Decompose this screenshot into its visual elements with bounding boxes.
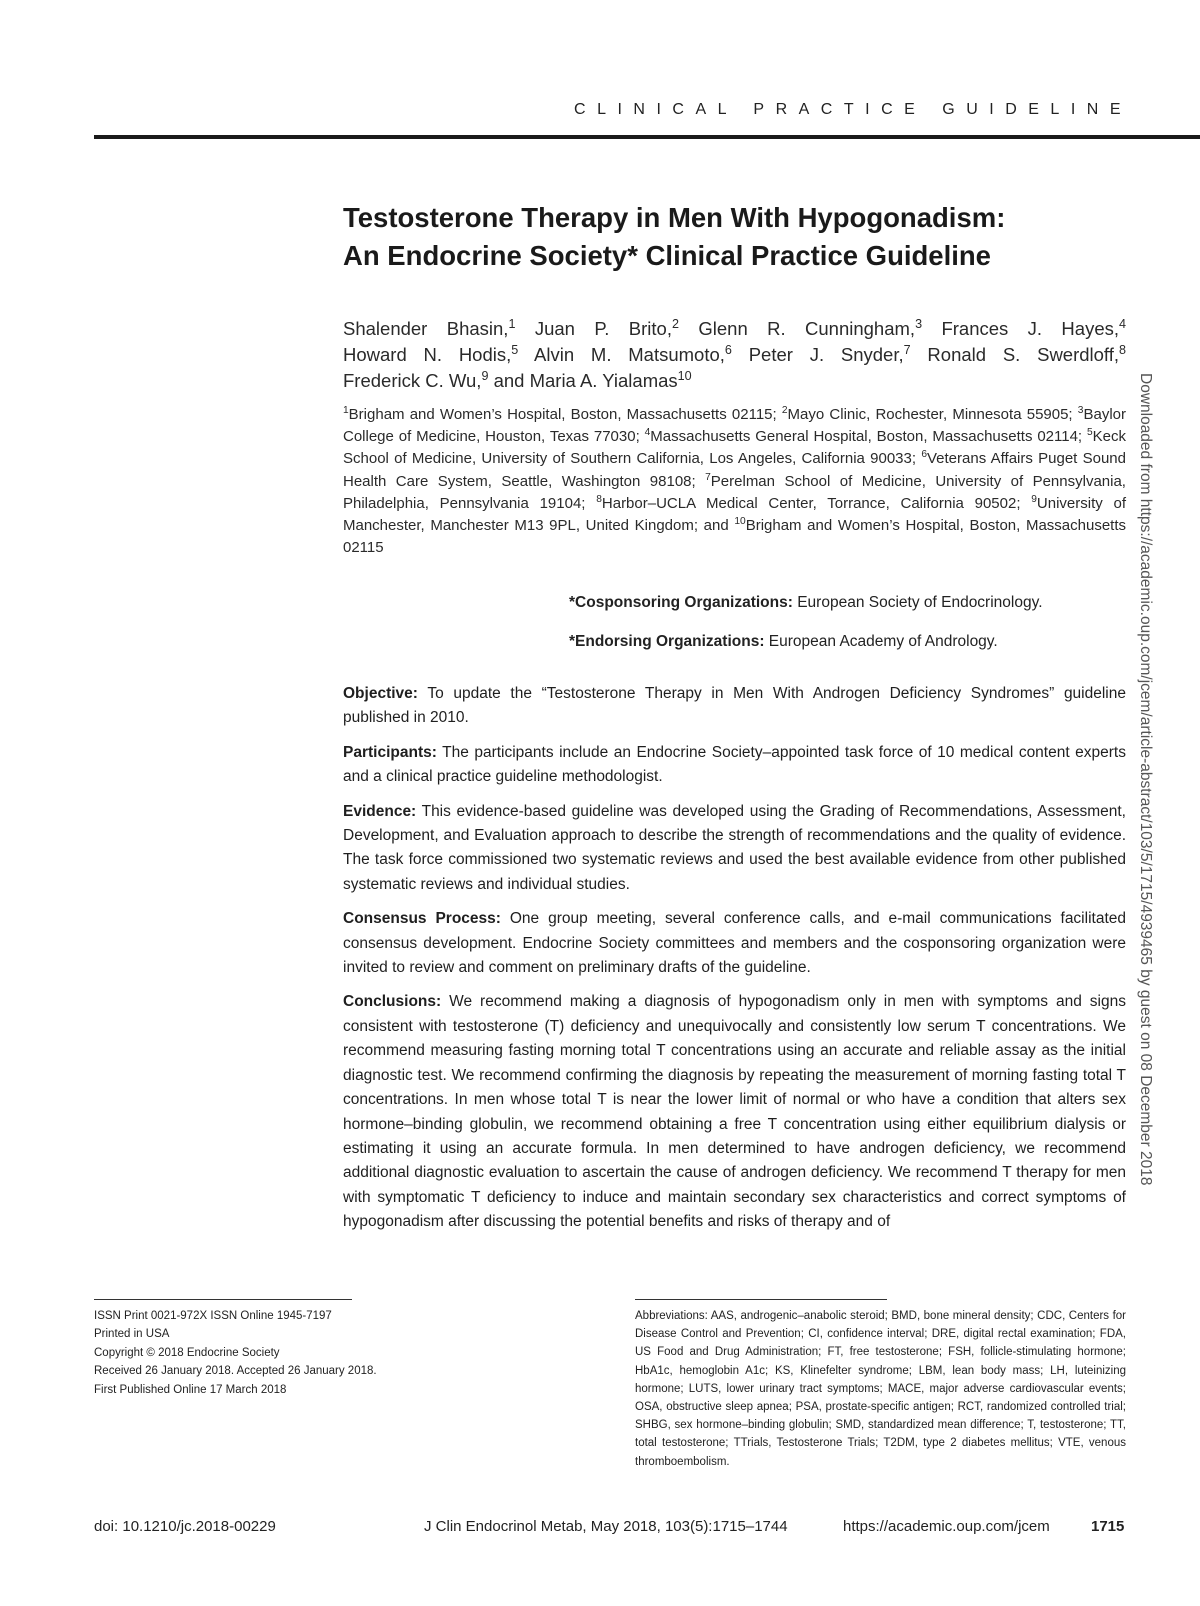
affiliations: $^1$Brigham and Women’s Hospital, Boston, Massachusetts 02115; $^2$Mayo Clinic, Rochester, Minnesota 55905; $^3$Baylor College of Medicine, Houston, Texas 77030; $^4$Massachusetts General Hospital, Boston, Massachusetts 02114; $^5$Keck School of Medicine, University of Southern California, Los Angeles, California 90033; $^6$Veterans Affairs Puget Sound Health Care System, Seattle, Washington 98108; $^7$Perelman School of Medicine, University of Pennsylvania, Philadelphia, Pennsylvania 19104; $^8$Harbor–UCLA Medical Center, Torrance, California 90502; $^9$University of Manchester, Manchester M13 9PL, United Kingdom; and $^{10}$Brigham and Women’s Hospital, Boston, Massachusetts 02115 (343, 405, 1126, 557)
journal-citation: J Clin Endocrinol Metab, May 2018, 103(5):1715–1744 (424, 1518, 788, 1535)
author: Frances J. Hayes,$^4$ (941, 316, 1127, 339)
title-line-2: An Endocrine Society* Clinical Practice Guideline (343, 240, 991, 271)
section-label: CLINICAL PRACTICE GUIDELINE (574, 101, 1132, 118)
author: Peter J. Snyder,$^7$ (748, 342, 911, 365)
abstract-objective: Objective: To update the “Testosterone Therapy in Men With Androgen Deficiency Syndromes” guideline published in 2010. (343, 685, 1126, 727)
abstract-evidence: Evidence: This evidence-based guideline was developed using the Grading of Recommendations, Assessment, Development, and Evaluation approach to describe the strength of recommendations and the quality of evidence. The task force commissioned two systematic reviews and used the best available evidence from other published systematic reviews and individual studies. (343, 802, 1126, 893)
download-watermark: Downloaded from https://academic.oup.com/jcem/article-abstract/103/5/1715/4939465 by guest on 08 December 2018 (1137, 373, 1154, 1186)
footnote-rule-right (635, 1299, 887, 1300)
abstract-conclusions: Conclusions: We recommend making a diagnosis of hypogonadism only in men with symptoms and signs consistent with testosterone (T) deficiency and unequivocally and consistently low serum T concentrations. We recommend measuring fasting morning total T concentrations using an accurate and reliable assay as the initial diagnostic test. We recommend confirming the diagnosis by repeating the measurement of morning fasting total T concentrations. In men whose total T is near the lower limit of normal or who have a condition that alters sex hormone–binding globulin, we recommend obtaining a free T concentration using either equilibrium dialysis or estimating it using an accurate formula. In men determined to have androgen deficiency, we recommend additional diagnostic evaluation to ascertain the cause of androgen deficiency. We recommend T therapy for men with symptomatic T deficiency to induce and maintain secondary sex characteristics and correct symptoms of hypogonadism after discussing the potential benefits and risks of therapy and of (343, 993, 1126, 1231)
author: Shalender Bhasin,$^1$ (343, 316, 516, 339)
page-number: 1715 (1091, 1518, 1125, 1535)
author-list (343, 316, 1126, 394)
author: Alvin M. Matsumoto,$^6$ (534, 342, 732, 365)
cosponsoring-organizations: *Cosponsoring Organizations: European Society of Endocrinology. (569, 594, 1043, 611)
endorsing-organizations: *Endorsing Organizations: European Academy of Andrology. (569, 633, 998, 650)
author: Frederick C. Wu,$^9$ (343, 368, 489, 391)
author: Ronald S. Swerdloff,$^8$ (927, 342, 1127, 365)
abstract (343, 682, 1126, 1245)
article-title (343, 199, 1126, 275)
abstract-participants: Participants: The participants include an Endocrine Society–appointed task force of 10 medical content experts and a clinical practice guideline methodologist. (343, 743, 1126, 786)
doi[interactable]: doi: 10.1210/jc.2018-00229 (94, 1518, 276, 1535)
author: and Maria A. Yialamas$^{10}$ (493, 368, 692, 391)
author: Howard N. Hodis,$^5$ (343, 342, 519, 365)
footnote-rule-left (94, 1299, 352, 1300)
title-line-1: Testosterone Therapy in Men With Hypogonadism: (343, 202, 1006, 233)
journal-url[interactable]: https://academic.oup.com/jcem (843, 1518, 1050, 1535)
author: Juan P. Brito,$^2$ (534, 316, 679, 339)
header-rule (94, 135, 1200, 139)
abstract-consensus: Consensus Process: One group meeting, several conference calls, and e-mail communications facilitated consensus development. Endocrine Society committees and members and the cosponsoring organization were invited to review and comment on preliminary drafts of the guideline. (343, 910, 1126, 977)
author: Glenn R. Cunningham,$^3$ (698, 316, 923, 339)
publication-info: ISSN Print 0021-972X ISSN Online 1945-7197 Printed in USA Copyright © 2018 Endocrine Society Received 26 January 2018. Accepted 26 January 2018. First Published Online 17 March 2018 (94, 1310, 377, 1396)
abbreviations-footnote: Abbreviations: AAS, androgenic–anabolic steroid; BMD, bone mineral density; CDC, Centers for Disease Control and Prevention; CI, confidence interval; DRE, digital rectal examination; FDA, US Food and Drug Administration; FT, free testosterone; FSH, follicle-stimulating hormone; HbA1c, hemoglobin A1c; KS, Klinefelter syndrome; LBM, lean body mass; LH, luteinizing hormone; LUTS, lower urinary tract symptoms; MACE, major adverse cardiovascular events; OSA, obstructive sleep apnea; PSA, prostate-specific antigen; RCT, randomized controlled trial; SHBG, sex hormone–binding globulin; SMD, standardized mean difference; T, testosterone; TT, total testosterone; TTrials, Testosterone Trials; T2DM, type 2 diabetes mellitus; VTE, venous thromboembolism. (635, 1310, 1126, 1468)
